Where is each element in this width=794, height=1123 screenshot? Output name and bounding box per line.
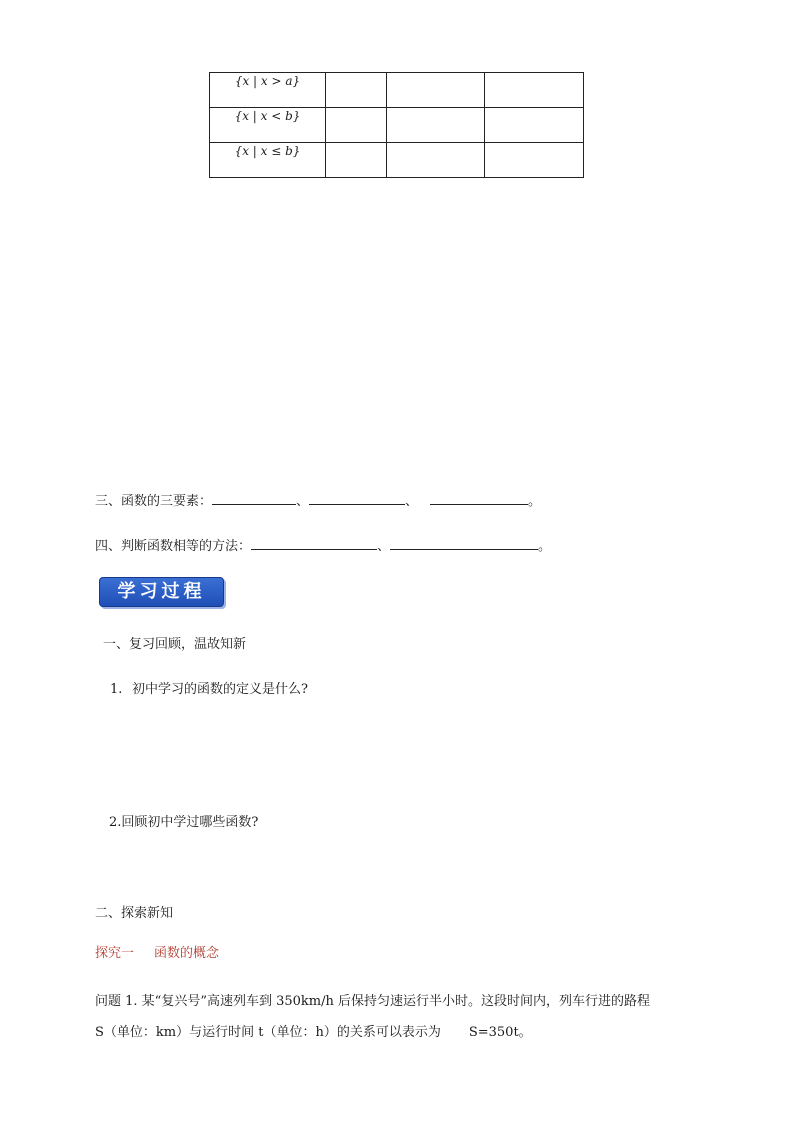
blank-cell[interactable]	[387, 108, 485, 143]
exploration-title: 函数的概念	[154, 946, 220, 961]
table-row	[210, 108, 584, 143]
period: 。	[528, 494, 542, 509]
blank-cell[interactable]	[326, 143, 387, 178]
blank-cell[interactable]	[485, 73, 584, 108]
blank-cell[interactable]	[387, 73, 485, 108]
answer-blank[interactable]	[212, 490, 296, 505]
answer-blank[interactable]	[390, 535, 538, 550]
explore-heading: 二、探索新知	[95, 906, 174, 921]
problem-text: S（单位：km）与运行时间 t（单位：h）的关系可以表示为	[95, 1025, 441, 1040]
question-number: 1.	[110, 682, 123, 697]
period: 。	[538, 539, 552, 554]
answer-blank[interactable]	[430, 490, 528, 505]
separator: 、	[296, 494, 310, 509]
blank-cell[interactable]	[485, 108, 584, 143]
problem-line-2	[95, 1021, 532, 1040]
question-2: 2.回顾初中学过哪些函数?	[109, 815, 259, 830]
interval-table	[209, 72, 584, 178]
question-text: 初中学习的函数的定义是什么?	[132, 682, 308, 697]
equal-function-label: 四、判断函数相等的方法：	[95, 539, 252, 554]
blank-cell[interactable]	[326, 73, 387, 108]
blank-cell[interactable]	[326, 108, 387, 143]
set-notation-cell: {x | x < b}	[210, 108, 326, 143]
separator: 、	[405, 494, 419, 509]
exploration-subtitle	[95, 942, 219, 961]
separator: 、	[377, 539, 391, 554]
learning-process-banner: 学习过程	[99, 577, 224, 607]
three-elements-line	[95, 490, 541, 509]
blank-cell[interactable]	[485, 143, 584, 178]
blank-cell[interactable]	[387, 143, 485, 178]
table-row	[210, 143, 584, 178]
table-row	[210, 73, 584, 108]
equal-function-line	[95, 535, 551, 554]
three-elements-label: 三、函数的三要素：	[95, 494, 213, 509]
question-1	[110, 678, 308, 697]
review-heading: 一、复习回顾，温故知新	[103, 637, 247, 652]
answer-blank[interactable]	[309, 490, 405, 505]
problem-formula: S=350t。	[468, 1025, 532, 1040]
problem-line-1: 问题 1. 某“复兴号”高速列车到 350km/h 后保持匀速运行半小时。这段时间内，列车行进的路程	[95, 994, 650, 1009]
answer-blank[interactable]	[251, 535, 377, 550]
set-notation-cell: {x | x ≤ b}	[210, 143, 326, 178]
set-notation-cell: {x | x > a}	[210, 73, 326, 108]
exploration-label: 探究一	[95, 946, 135, 961]
